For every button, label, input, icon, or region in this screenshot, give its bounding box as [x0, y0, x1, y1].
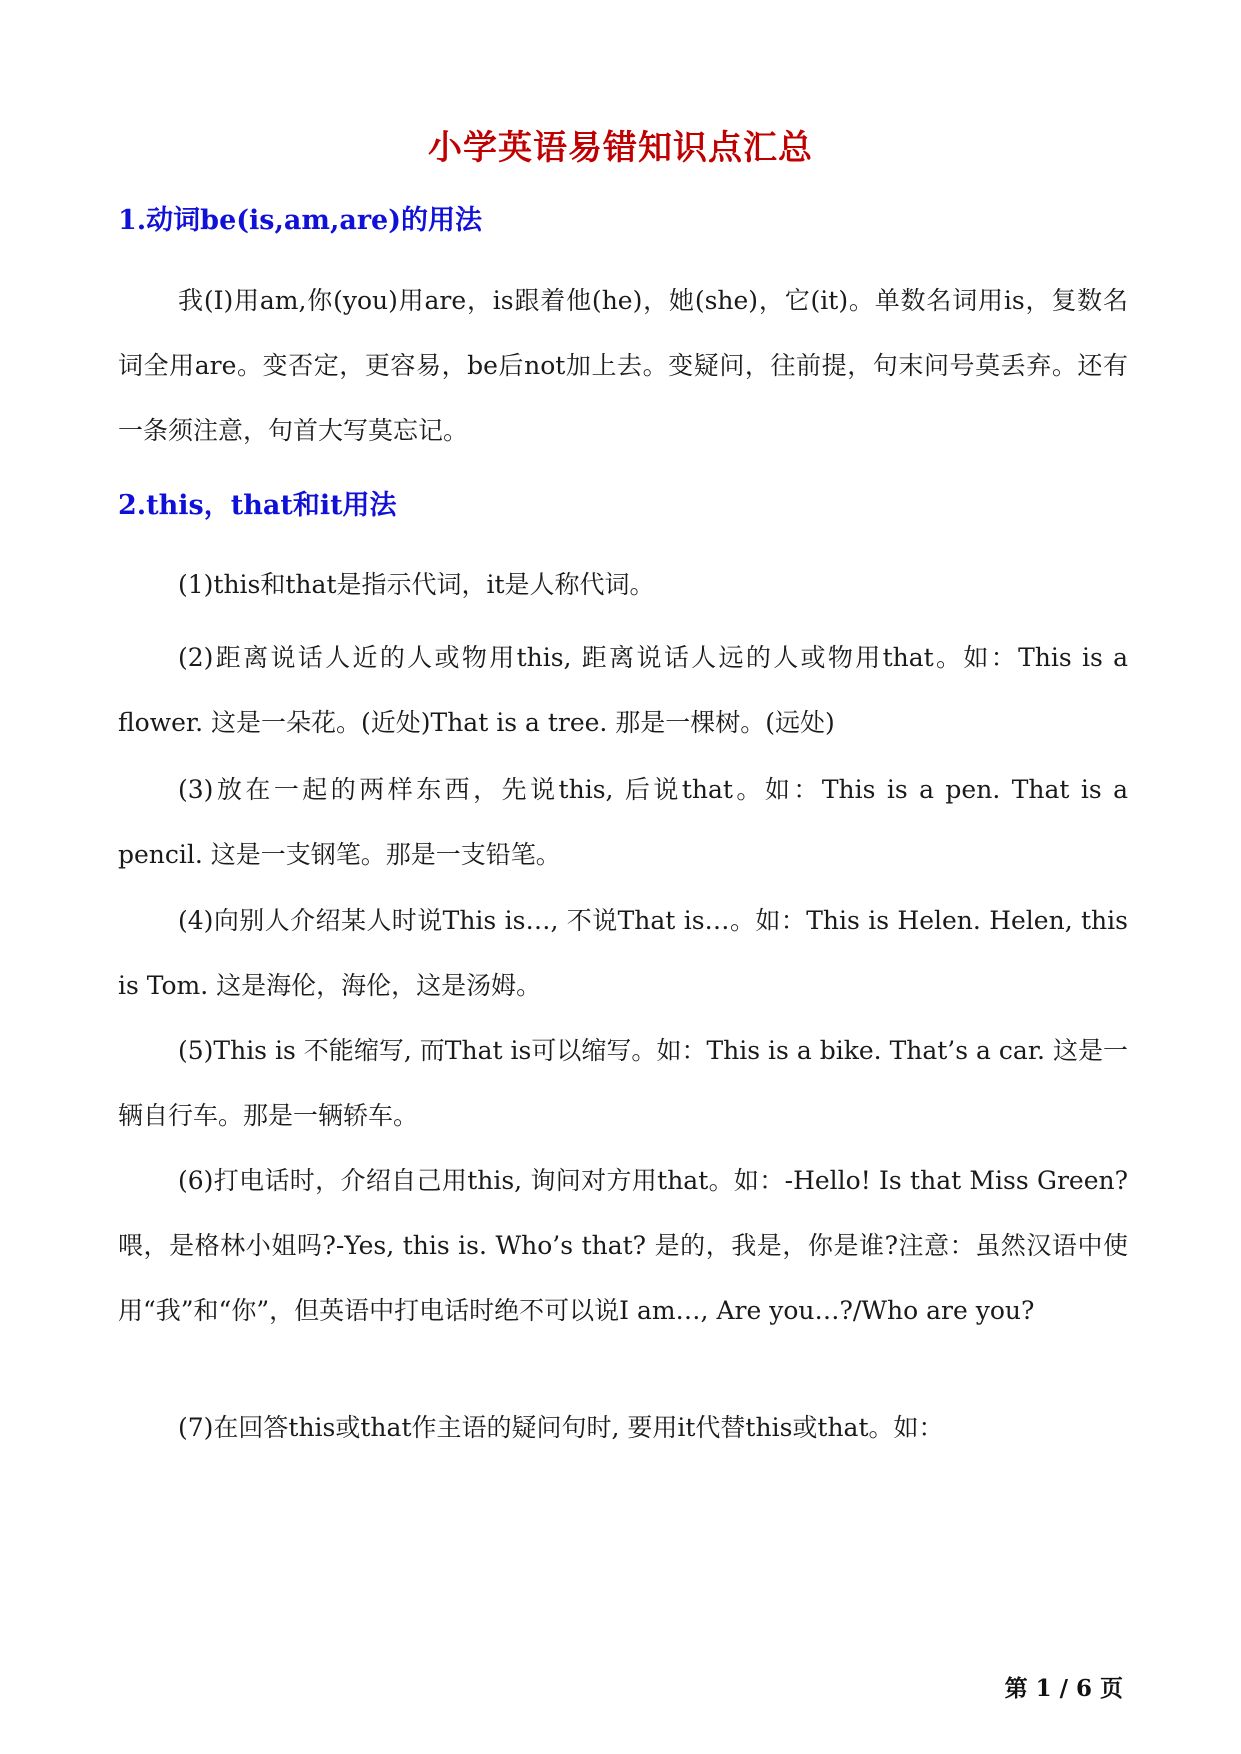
section-2-paragraph-7: (7)在回答this或that作主语的疑问句时, 要用it代替this或that。如：	[178, 1413, 944, 1442]
section-2-heading: 2.this，that和it用法	[118, 490, 397, 521]
page-number: 第 1 / 6 页	[1004, 1675, 1123, 1702]
section-2-paragraph-4: (4)向别人介绍某人时说This is…, 不说That is…。如：This is Helen. Helen, this is Tom. 这是海伦，海伦，这是汤姆。	[118, 906, 1128, 1000]
section-2-paragraph-1: (1)this和that是指示代词，it是人称代词。	[178, 570, 655, 599]
section-2-paragraph-5: (5)This is 不能缩写, 而That is可以缩写。如：This is a bike. That’s a car. 这是一辆自行车。那是一辆轿车。	[118, 1036, 1128, 1130]
section-1-heading: 1.动词be(is,am,are)的用法	[118, 205, 483, 236]
section-1-paragraph: 我(I)用am,你(you)用are，is跟着他(he)，她(she)，它(it)。单数名词用is，复数名词全用are。变否定，更容易，be后not加上去。变疑问，往前提，句末问号莫丢弃。还有一条须注意，句首大写莫忘记。	[118, 286, 1128, 445]
section-2-paragraph-3: (3)放在一起的两样东西，先说this, 后说that。如：This is a pen. That is a pencil. 这是一支钢笔。那是一支铅笔。	[118, 775, 1128, 869]
section-2-paragraph-2: (2)距离说话人近的人或物用this, 距离说话人远的人或物用that。如：This is a flower. 这是一朵花。(近处)That is a tree. 那是一棵树。(远处)	[118, 643, 1128, 737]
document-title: 小学英语易错知识点汇总	[428, 128, 813, 168]
section-2-paragraph-6: (6)打电话时，介绍自己用this, 询问对方用that。如：-Hello! Is that Miss Green? 喂，是格林小姐吗?-Yes, this is. Who’s that? 是的，我是，你是谁?注意：虽然汉语中使用“我”和“你”，但英语中打电话时绝不可以说I am…, Are you…?/Who are you?	[118, 1166, 1128, 1325]
